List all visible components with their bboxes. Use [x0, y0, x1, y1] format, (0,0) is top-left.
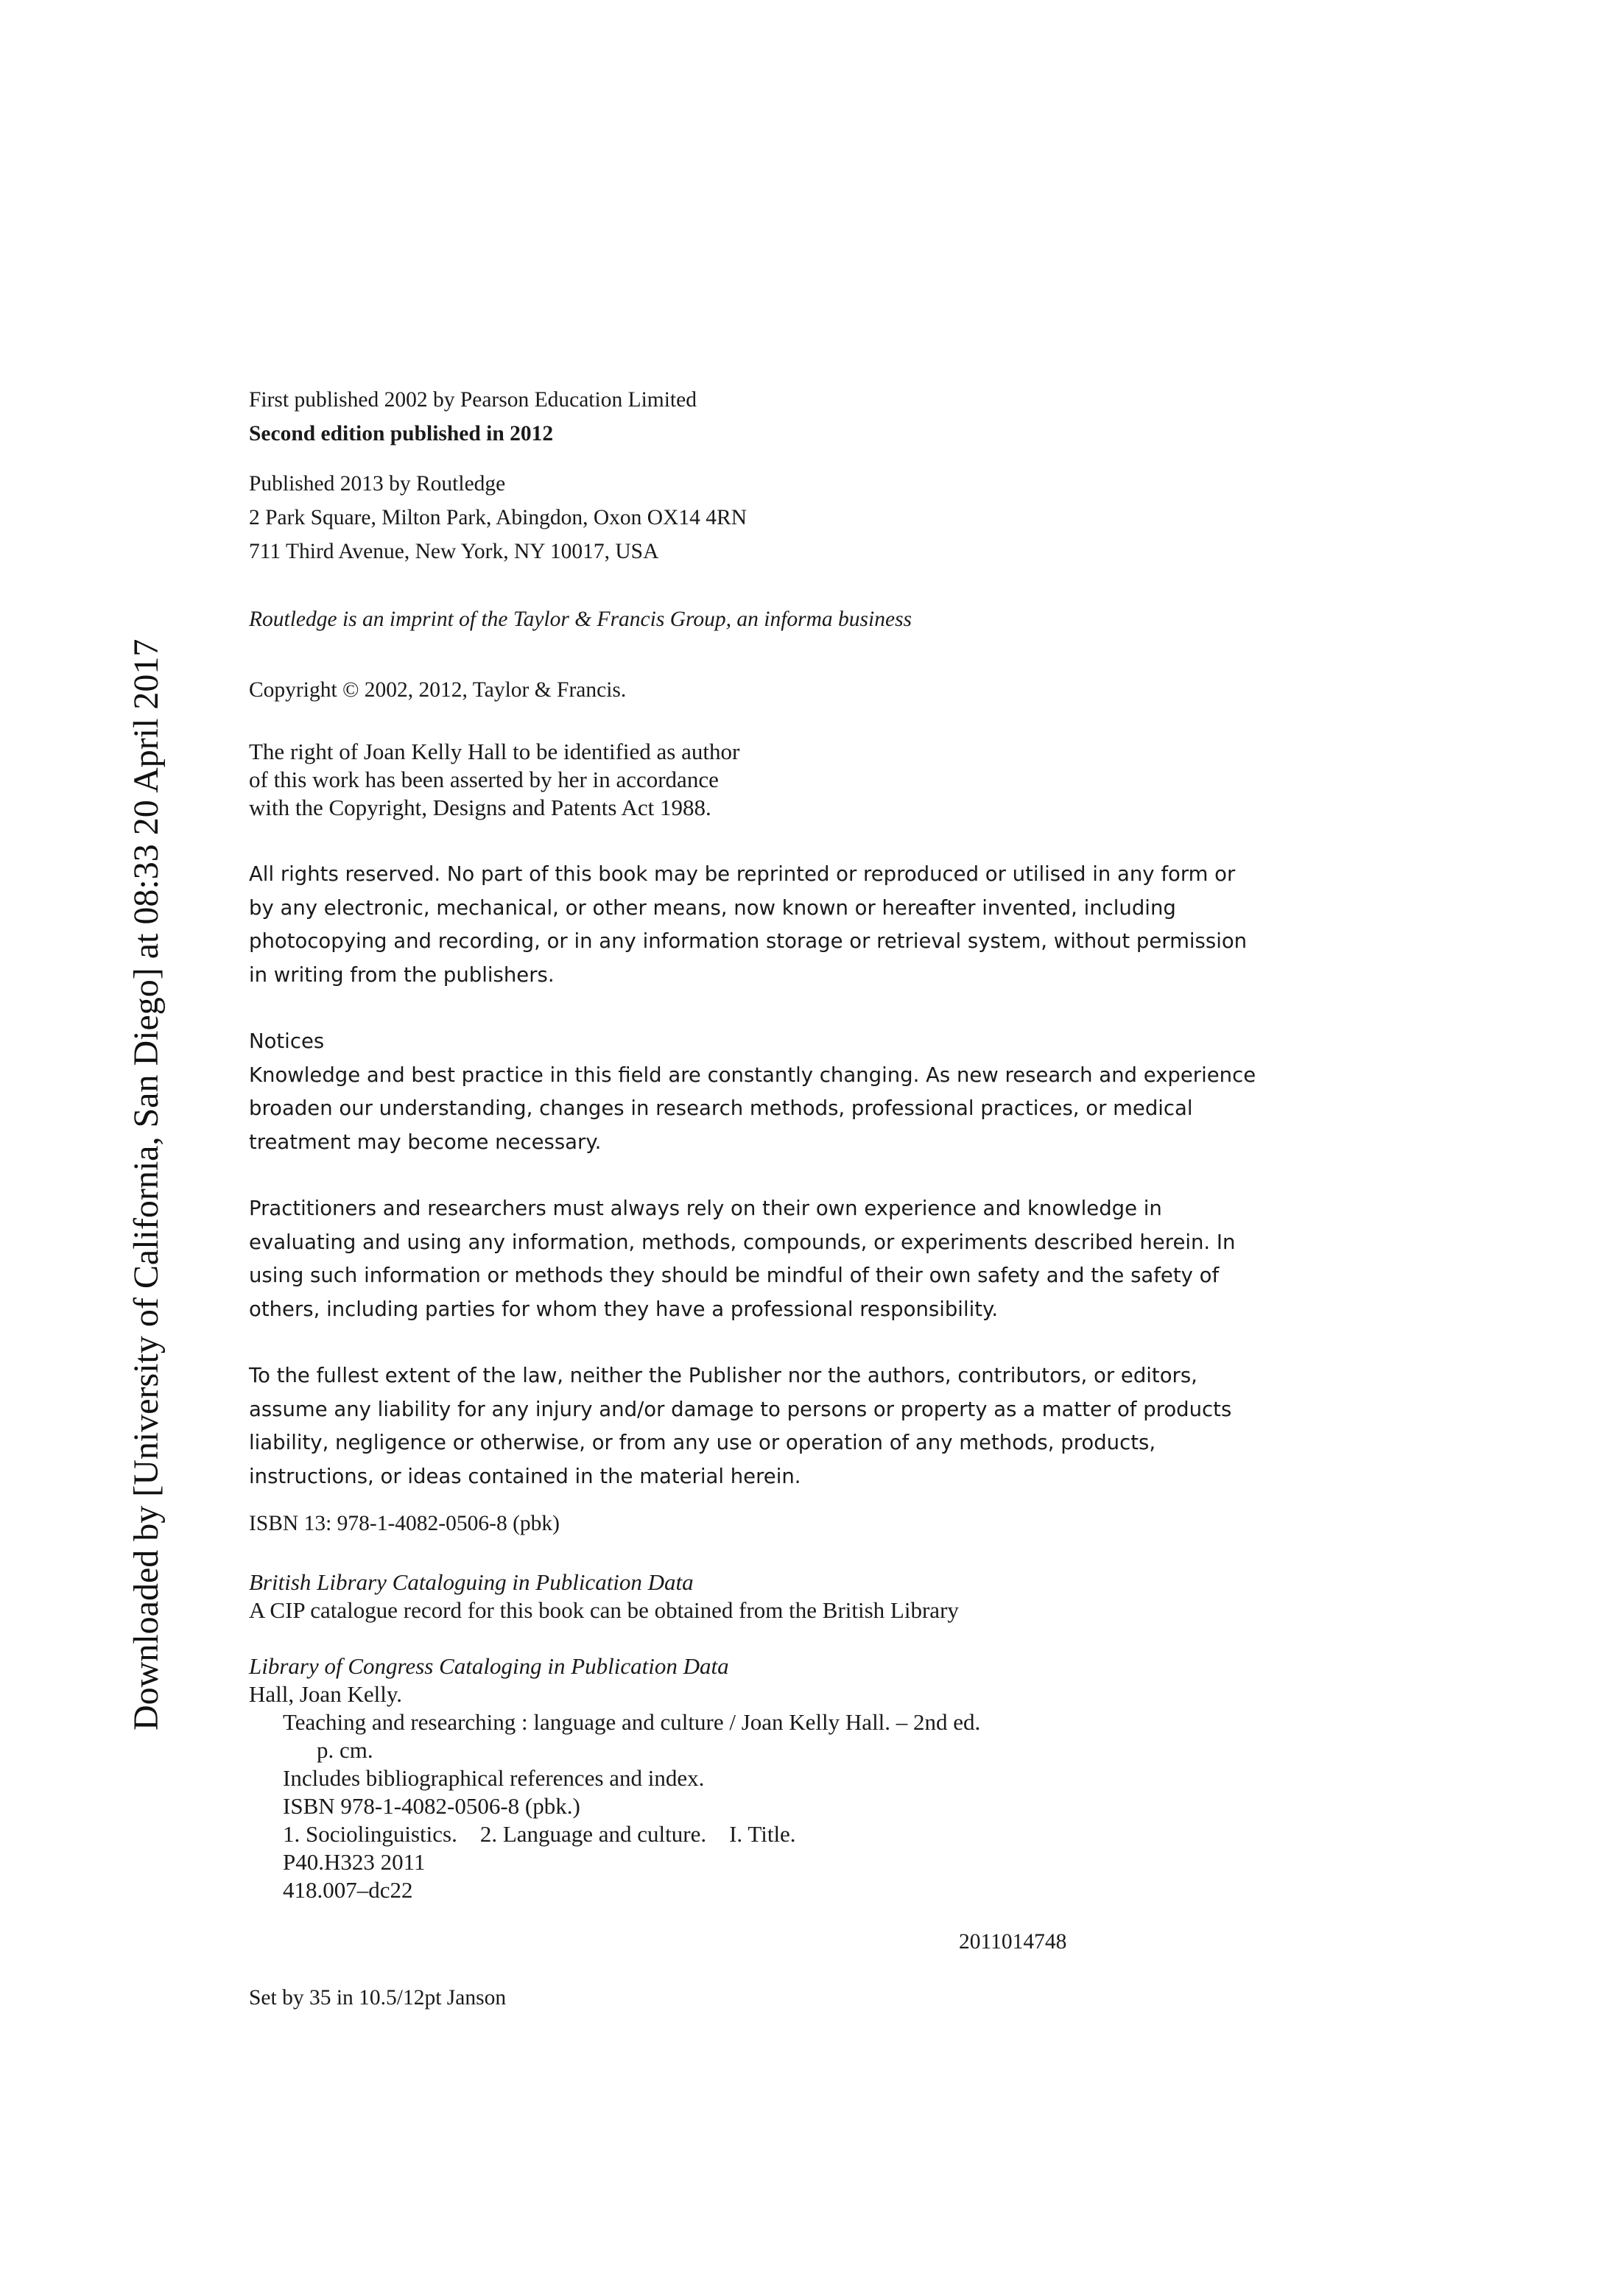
loc-refs: Includes bibliographical references and index. [283, 1765, 705, 1791]
copyright-line: Copyright © 2002, 2012, Taylor & Francis. [249, 678, 627, 702]
notice-line: broaden our understanding, changes in research methods, professional practices, or medical [249, 1096, 1193, 1120]
rights-reserved-statement [249, 858, 1280, 992]
library-of-congress-cip [249, 1652, 1280, 1904]
publication-history [249, 383, 1280, 451]
notice-line: Knowledge and best practice in this field are constantly changing. As new research and experience [249, 1063, 1256, 1087]
notices-paragraph-3 [249, 1359, 1280, 1493]
rights-line: photocopying and recording, or in any information storage or retrieval system, without permission [249, 929, 1248, 953]
notice-line: others, including parties for whom they have a professional responsibility. [249, 1297, 999, 1321]
loc-dewey: 418.007–dc22 [283, 1877, 413, 1903]
notice-line: To the fullest extent of the law, neither the Publisher nor the authors, contributors, or editors, [249, 1364, 1197, 1387]
typesetting-note: Set by 35 in 10.5/12pt Janson [249, 1986, 507, 2010]
british-library-text: A CIP catalogue record for this book can be obtained from the British Library [249, 1597, 959, 1623]
notices-paragraph-2 [249, 1192, 1280, 1326]
isbn13-line: ISBN 13: 978-1-4082-0506-8 (pbk) [249, 1512, 560, 1535]
rights-line: All rights reserved. No part of this book may be reprinted or reproduced or utilised in any form or [249, 862, 1236, 886]
loc-heading: Library of Congress Cataloging in Publication Data [249, 1653, 729, 1679]
notice-line: liability, negligence or otherwise, or from any use or operation of any methods, products, [249, 1431, 1156, 1454]
notice-line: evaluating and using any information, methods, compounds, or experiments described herein. In [249, 1230, 1236, 1254]
loc-call-number: P40.H323 2011 [283, 1849, 426, 1875]
british-library-cip [249, 1568, 1280, 1624]
published-by-line: Published 2013 by Routledge [249, 472, 506, 496]
notice-line: assume any liability for any injury and/or damage to persons or property as a matter of products [249, 1397, 1232, 1421]
rights-line: in writing from the publishers. [249, 962, 555, 987]
second-edition-line: Second edition published in 2012 [249, 422, 554, 446]
loc-subjects: 1. Sociolinguistics. 2. Language and culture. I. Title. [283, 1821, 796, 1847]
loc-control-number: 2011014748 [959, 1930, 1067, 1954]
notice-line: instructions, or ideas contained in the material herein. [249, 1464, 801, 1488]
british-library-heading: British Library Cataloguing in Publication Data [249, 1569, 694, 1595]
loc-author: Hall, Joan Kelly. [249, 1681, 403, 1707]
imprint-note: Routledge is an imprint of the Taylor & Francis Group, an informa business [249, 608, 912, 631]
loc-isbn: ISBN 978-1-4082-0506-8 (pbk.) [283, 1793, 580, 1819]
notice-line: treatment may become necessary. [249, 1130, 602, 1154]
loc-title: Teaching and researching : language and culture / Joan Kelly Hall. – 2nd ed. [283, 1709, 981, 1735]
address-us: 711 Third Avenue, New York, NY 10017, USA [249, 540, 659, 563]
download-stamp: Downloaded by [University of California, San Diego] at 08:33 20 April 2017 [127, 638, 166, 1730]
rights-line: by any electronic, mechanical, or other means, now known or hereafter invented, including [249, 895, 1176, 920]
first-published-line: First published 2002 by Pearson Education Limited [249, 388, 697, 412]
copyright-page-body [249, 383, 1280, 1904]
moral-rights-statement [249, 738, 1280, 822]
loc-pages: p. cm. [317, 1737, 373, 1763]
moral-rights-line: The right of Joan Kelly Hall to be identified as author [249, 739, 740, 764]
notice-line: using such information or methods they should be mindful of their own safety and the safety of [249, 1264, 1220, 1287]
notices-section [249, 1025, 1280, 1159]
notice-line: Practitioners and researchers must always rely on their own experience and knowledge in [249, 1197, 1162, 1220]
address-uk: 2 Park Square, Milton Park, Abingdon, Oxon OX14 4RN [249, 506, 748, 529]
publisher-address [249, 467, 1280, 568]
moral-rights-line: of this work has been asserted by her in accordance [249, 767, 719, 792]
moral-rights-line: with the Copyright, Designs and Patents Act 1988. [249, 795, 711, 820]
notices-heading: Notices [249, 1029, 325, 1053]
